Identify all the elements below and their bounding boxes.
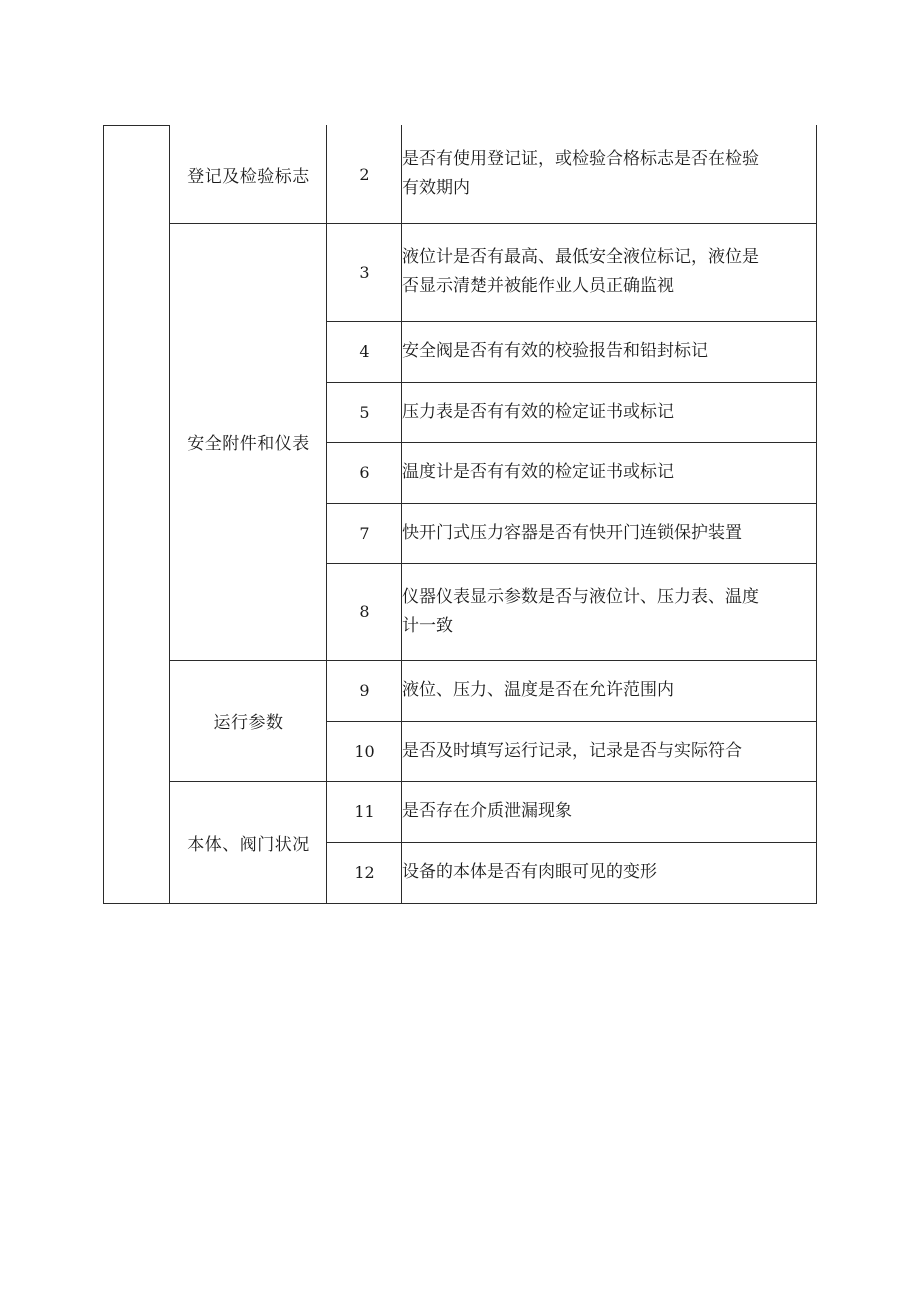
item-description (402, 721, 814, 781)
inspection-table (103, 125, 817, 904)
description-line: 压力表是否有有效的检定证书或标记 (402, 401, 674, 422)
item-number: 4 (359, 342, 370, 361)
item-description (402, 842, 814, 903)
description-line: 温度计是否有有效的检定证书或标记 (402, 462, 674, 482)
description-line: 是否有使用登记证，或检验合格标志是否在检验 (402, 149, 759, 169)
row-divider (103, 125, 170, 126)
item-number: 5 (359, 402, 370, 422)
description-line: 计一致 (402, 615, 453, 636)
item-number: 7 (359, 523, 370, 543)
description-line: 液位计是否有最高、最低安全液位标记，液位是 (402, 247, 759, 267)
item-description (402, 563, 814, 660)
description-line: 是否存在介质泄漏现象 (402, 801, 572, 821)
category-cell: 本体、阀门状况 (187, 834, 310, 855)
description-line: 快开门式压力容器是否有快开门连锁保护装置 (402, 522, 742, 543)
item-description (402, 503, 814, 563)
description-line: 有效期内 (402, 178, 470, 198)
description-line: 仪器仪表显示参数是否与液位计、压力表、温度 (402, 586, 759, 607)
item-number: 9 (359, 681, 370, 700)
description-line: 设备的本体是否有肉眼可见的变形 (402, 862, 657, 882)
item-description (402, 382, 814, 442)
description-line: 安全阀是否有有效的校验报告和铅封标记 (402, 341, 708, 361)
item-number: 10 (354, 741, 375, 761)
item-number: 8 (359, 602, 370, 621)
item-number: 12 (354, 863, 375, 882)
item-description (402, 660, 814, 721)
item-description (402, 442, 814, 503)
description-line: 是否及时填写运行记录，记录是否与实际符合 (402, 740, 742, 761)
description-line: 液位、压力、温度是否在允许范围内 (402, 680, 674, 700)
category-cell: 登记及检验标志 (187, 166, 310, 187)
category-cell: 运行参数 (213, 713, 284, 733)
item-description (402, 781, 814, 842)
item-description (402, 125, 814, 223)
item-description (402, 223, 814, 321)
table-border-bottom (103, 903, 817, 904)
description-line: 否显示清楚并被能作业人员正确监视 (402, 276, 674, 296)
table-border-left (103, 125, 104, 904)
item-number: 6 (359, 463, 370, 482)
category-cell: 安全附件和仪表 (187, 434, 310, 454)
item-number: 11 (354, 802, 375, 821)
table-border-right (816, 125, 817, 904)
item-description (402, 321, 814, 382)
item-number: 3 (359, 262, 370, 282)
item-number: 2 (359, 164, 370, 184)
